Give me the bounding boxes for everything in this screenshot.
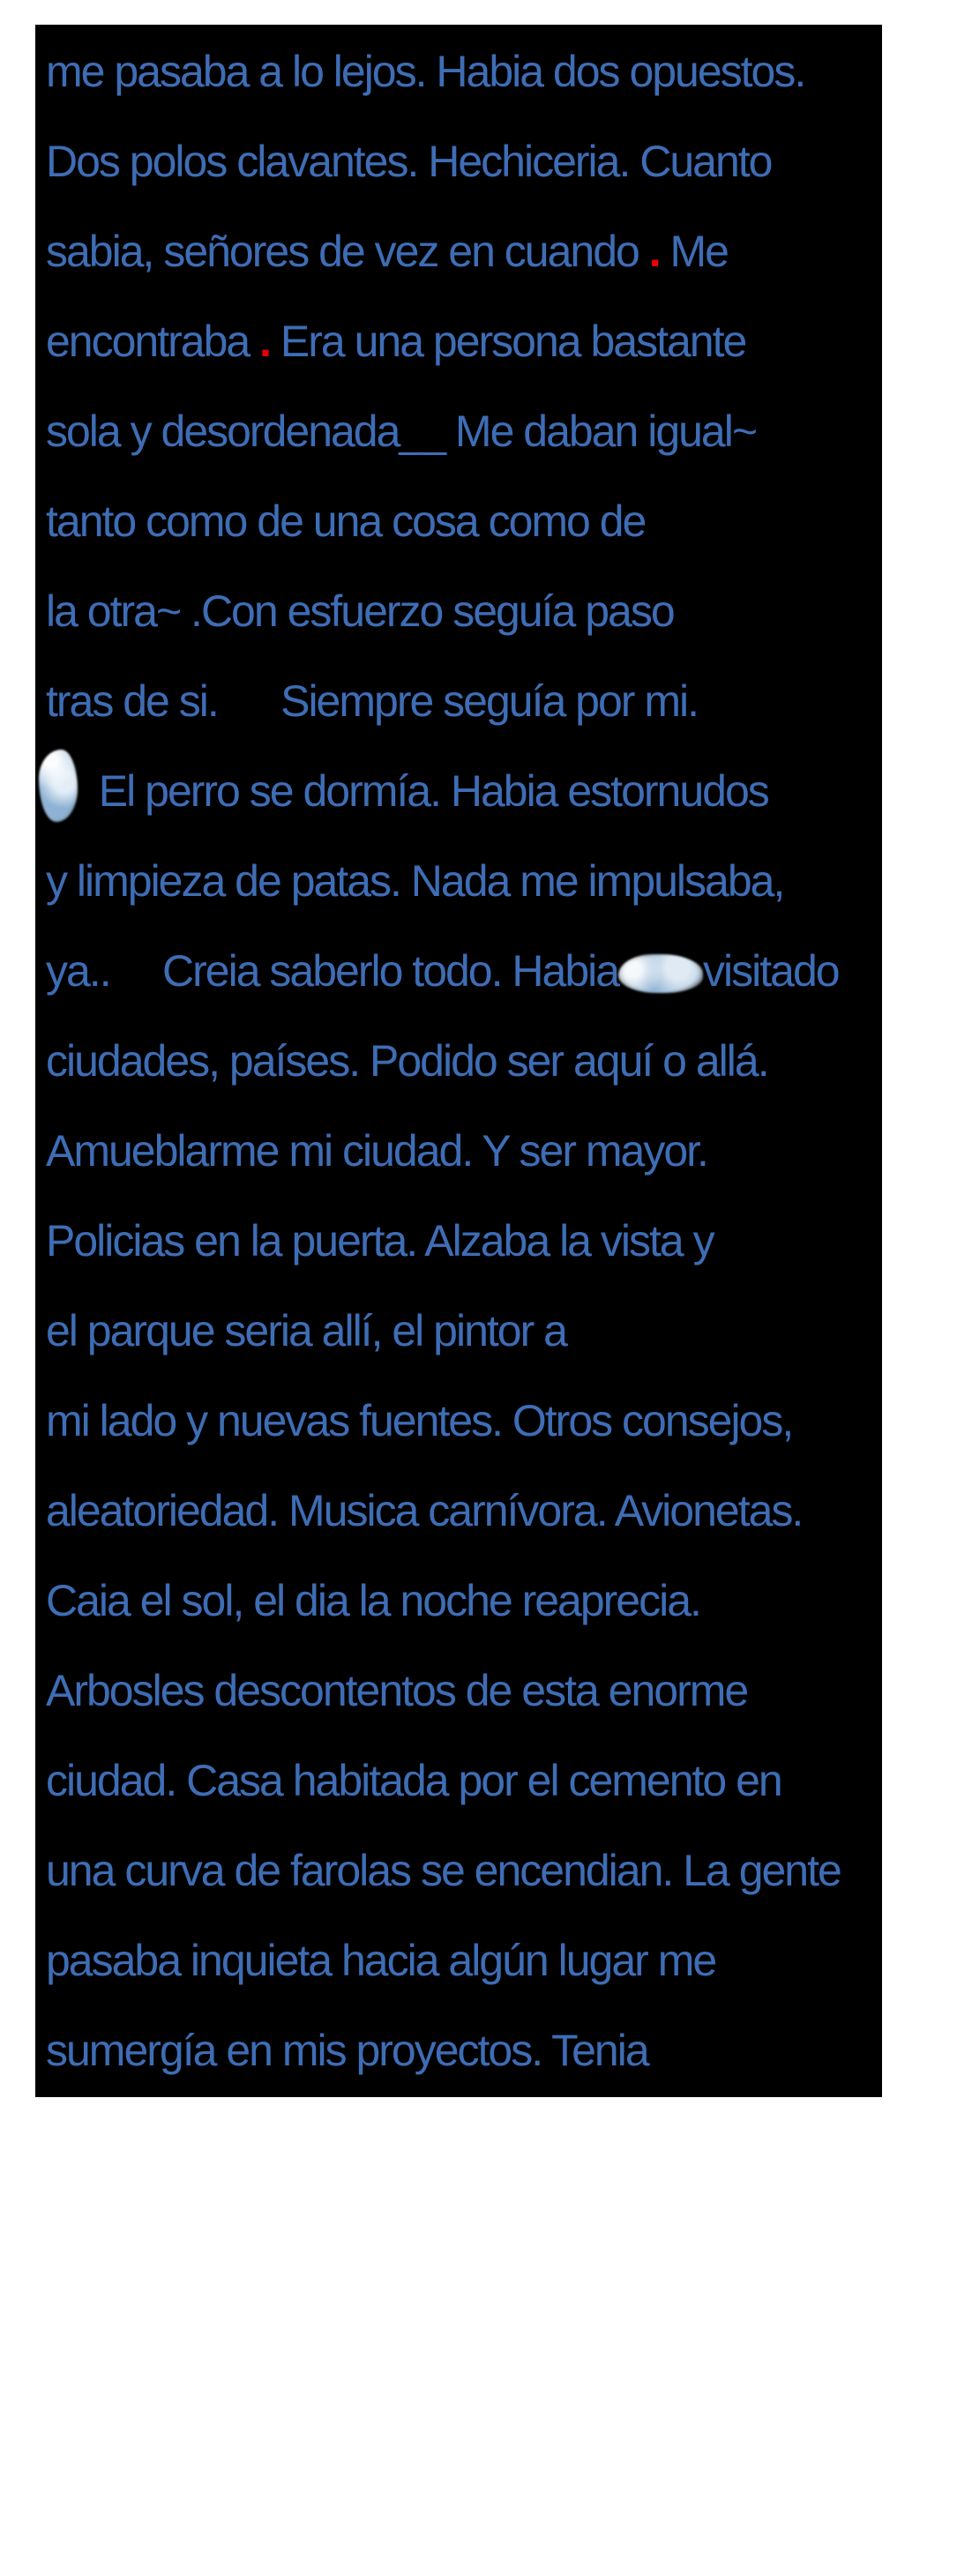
text-segment: Arbosles descontentos de esta enorme — [46, 1666, 748, 1715]
text-line — [46, 2005, 882, 2095]
text-segment: pasaba inquieta hacia algún lugar me — [46, 1936, 716, 1985]
text-line — [46, 1106, 882, 1196]
text-line — [46, 1376, 882, 1466]
text-line — [46, 1556, 882, 1646]
text-segment: Era una persona bastante — [270, 317, 746, 366]
text-segment: aleatoriedad. Musica carnívora. Avionetas. — [46, 1486, 803, 1535]
text-line — [46, 116, 882, 206]
text-segment: Amueblarme mi ciudad. Y ser mayor. — [46, 1126, 707, 1176]
text-segment: ciudad. Casa habitada por el cemento en — [46, 1756, 781, 1805]
poem-text — [46, 26, 882, 2095]
text-line — [46, 1915, 882, 2005]
text-segment: ciudades, países. Podido ser aquí o allá. — [46, 1036, 768, 1086]
text-segment: tras de si. Siempre seguía por mi. — [46, 676, 698, 726]
text-line — [46, 476, 882, 566]
smudge-mark-horizontal — [618, 954, 703, 993]
text-line — [46, 836, 882, 926]
text-panel — [35, 25, 882, 2097]
text-segment: mi lado y nuevas fuentes. Otros consejos, — [46, 1396, 793, 1445]
text-segment: y limpieza de patas. Nada me impulsaba, — [46, 856, 784, 906]
text-line — [46, 1826, 882, 1915]
text-segment: me pasaba a lo lejos. Habia dos opuestos. — [46, 47, 805, 96]
text-segment: sola y desordenada__ Me daban igual~ — [46, 407, 757, 456]
text-segment: tanto como de una cosa como de — [46, 497, 646, 546]
text-line — [46, 1016, 882, 1106]
text-segment: Dos polos clavantes. Hechiceria. Cuanto — [46, 137, 772, 186]
text-line — [46, 1196, 882, 1286]
text-segment: sabia, señores de vez en cuando — [46, 227, 649, 276]
text-line — [46, 386, 882, 476]
text-segment: encontraba — [46, 317, 260, 366]
text-segment: Me — [659, 227, 728, 276]
text-segment: Caia el sol, el dia la noche reaprecia. — [46, 1576, 700, 1625]
text-segment: el parque seria allí, el pintor a — [46, 1306, 566, 1355]
text-line — [46, 566, 882, 656]
text-line — [46, 1736, 882, 1826]
text-line — [46, 296, 882, 386]
text-line — [46, 26, 882, 116]
text-segment: Policias en la puerta. Alzaba la vista y — [46, 1216, 714, 1266]
red-period: . — [259, 317, 270, 366]
text-line — [46, 1466, 882, 1556]
text-line — [46, 206, 882, 296]
smudge-mark-vertical — [39, 750, 78, 822]
text-segment: visitado — [703, 946, 839, 996]
red-period: . — [648, 227, 660, 276]
text-line — [46, 926, 882, 1016]
text-segment: una curva de farolas se encendian. La gente — [46, 1846, 841, 1895]
text-segment: El perro se dormía. Habia estornudos — [78, 766, 768, 816]
text-line — [46, 656, 882, 746]
text-line — [46, 1286, 882, 1376]
text-line — [46, 1646, 882, 1736]
text-line — [46, 746, 882, 836]
text-segment: ya.. Creia saberlo todo. Habia — [46, 946, 619, 996]
text-segment: sumergía en mis proyectos. Tenia — [46, 2026, 648, 2075]
text-segment: la otra~ .Con esfuerzo seguía paso — [46, 586, 674, 636]
